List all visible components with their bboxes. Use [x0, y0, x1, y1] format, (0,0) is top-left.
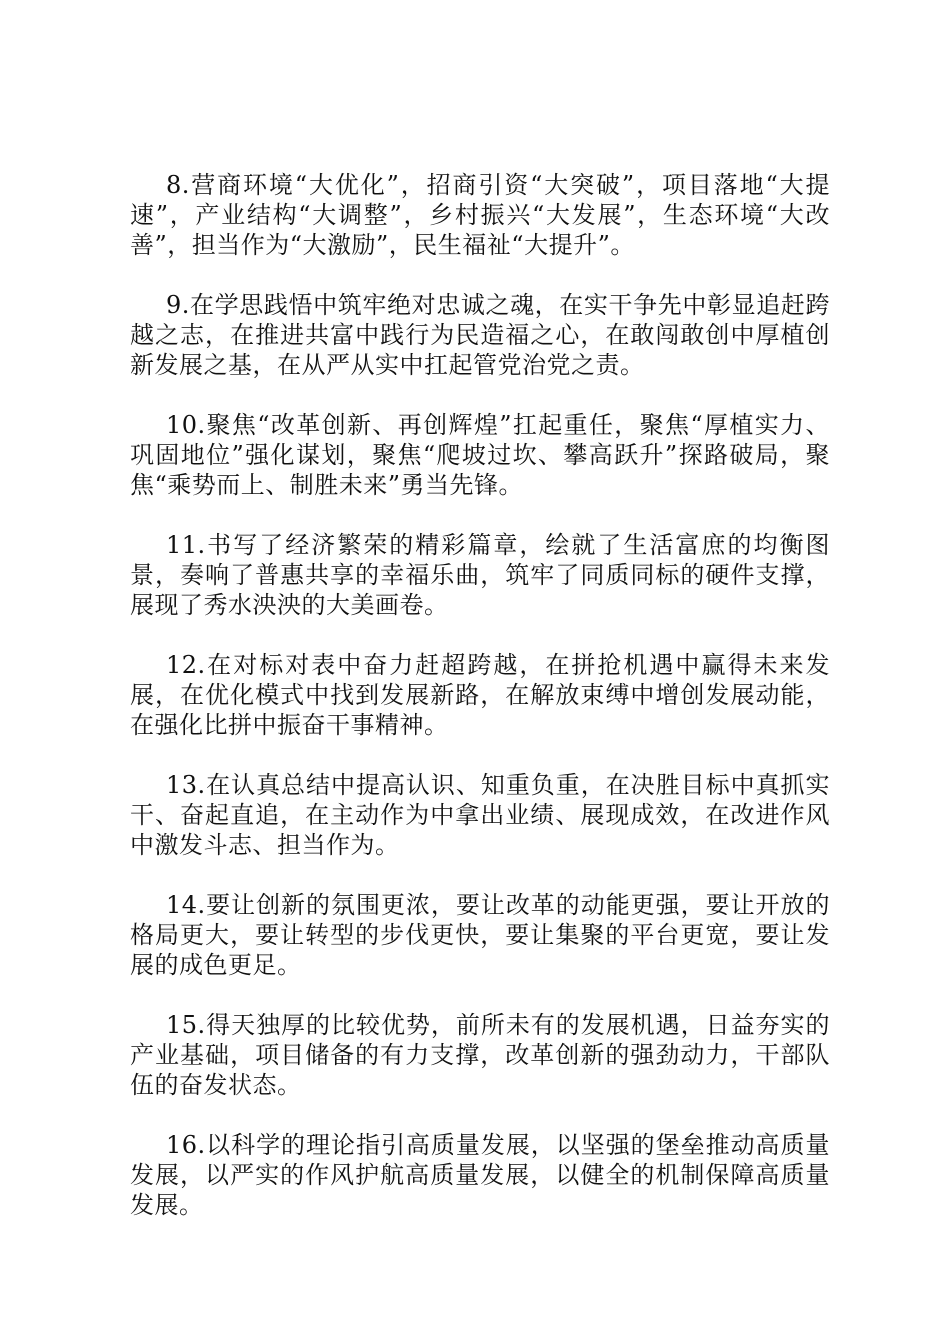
paragraph-14: 14.要让创新的氛围更浓，要让改革的动能更强，要让开放的格局更大，要让转型的步伐更快，要让集聚的平台更宽，要让发展的成色更足。: [130, 891, 830, 979]
paragraph-10: 10.聚焦“改革创新、再创辉煌”扛起重任，聚焦“厚植实力、巩固地位”强化谋划，聚焦“爬坡过坎、攀高跃升”探路破局，聚焦“乘势而上、制胜未来”勇当先锋。: [130, 411, 830, 499]
paragraph-16: 16.以科学的理论指引高质量发展，以坚强的堡垒推动高质量发展，以严实的作风护航高质量发展，以健全的机制保障高质量发展。: [130, 1131, 830, 1219]
paragraph-12: 12.在对标对表中奋力赶超跨越，在拼抢机遇中赢得未来发展，在优化模式中找到发展新路，在解放束缚中增创发展动能，在强化比拼中振奋干事精神。: [130, 651, 830, 739]
paragraph-11: 11.书写了经济繁荣的精彩篇章，绘就了生活富庶的均衡图景，奏响了普惠共享的幸福乐曲，筑牢了同质同标的硬件支撑，展现了秀水泱泱的大美画卷。: [130, 531, 830, 619]
paragraph-13: 13.在认真总结中提高认识、知重负重，在决胜目标中真抓实干、奋起直追，在主动作为中拿出业绩、展现成效，在改进作风中激发斗志、担当作为。: [130, 771, 830, 859]
document-body: [130, 170, 830, 1250]
paragraph-8: 8.营商环境“大优化”，招商引资“大突破”，项目落地“大提速”，产业结构“大调整”，乡村振兴“大发展”，生态环境“大改善”，担当作为“大激励”，民生福祉“大提升”。: [130, 171, 830, 259]
paragraph-9: 9.在学思践悟中筑牢绝对忠诚之魂，在实干争先中彰显追赶跨越之志，在推进共富中践行为民造福之心，在敢闯敢创中厚植创新发展之基，在从严从实中扛起管党治党之责。: [130, 291, 830, 379]
paragraph-15: 15.得天独厚的比较优势，前所未有的发展机遇，日益夯实的产业基础，项目储备的有力支撑，改革创新的强劲动力，干部队伍的奋发状态。: [130, 1011, 830, 1099]
